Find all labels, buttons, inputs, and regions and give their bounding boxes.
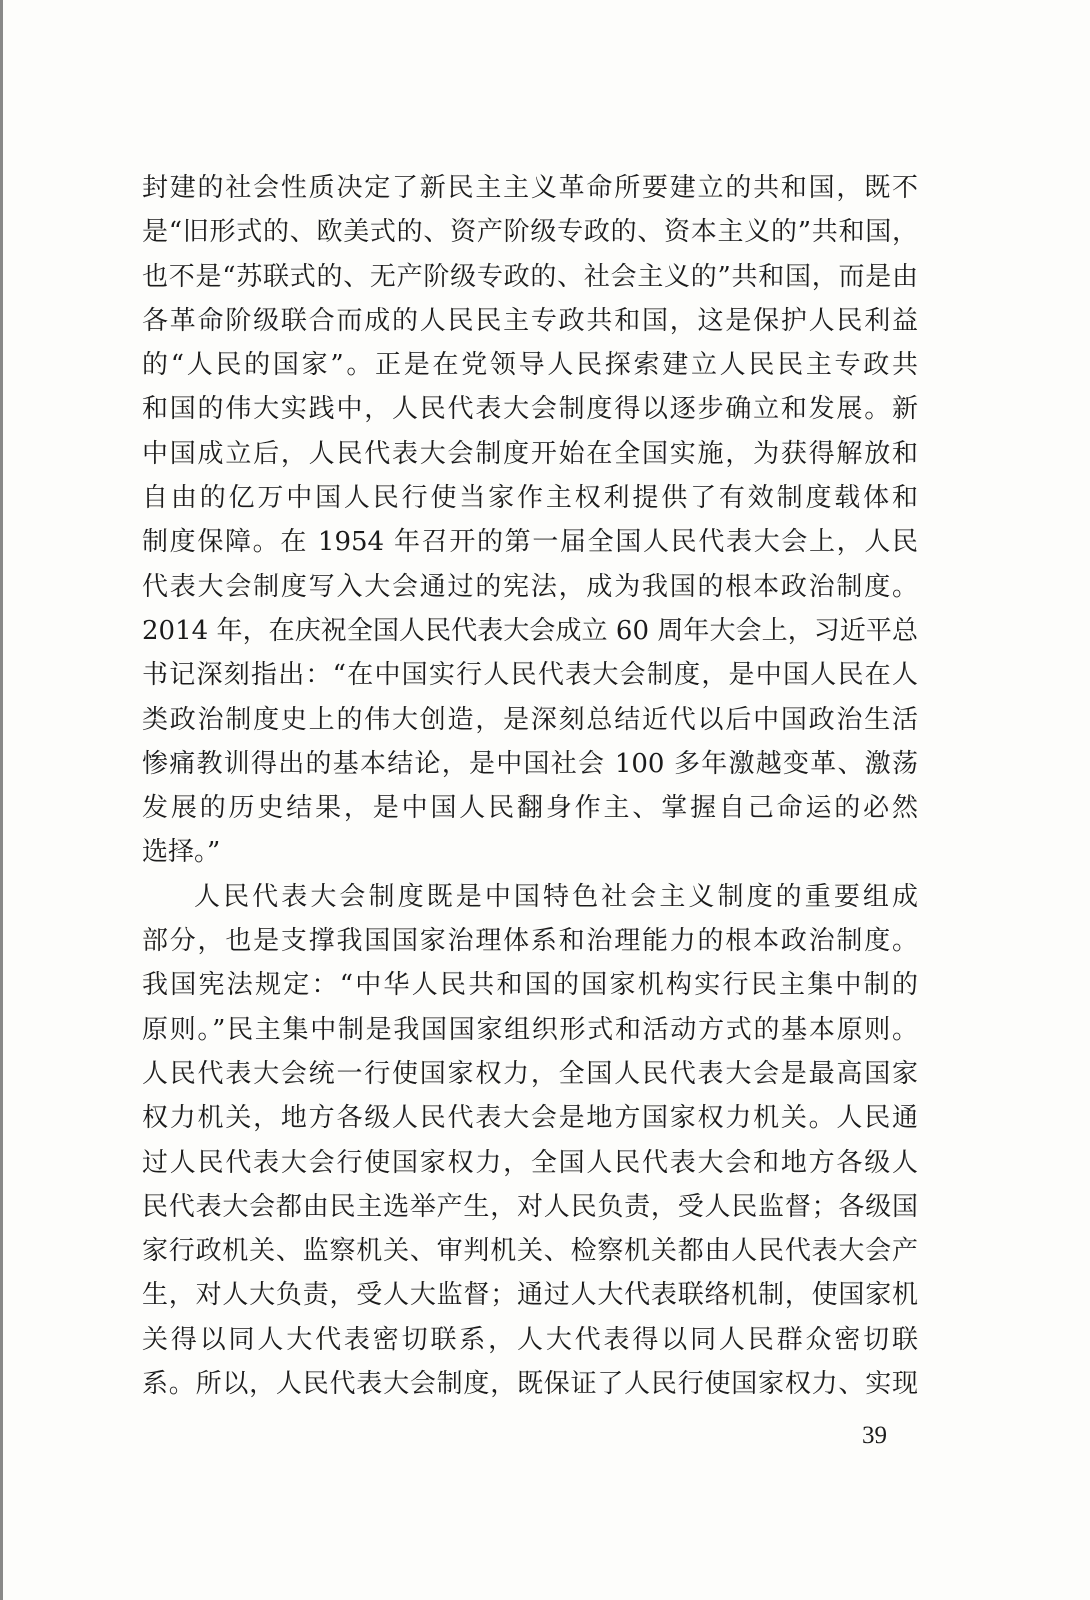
- text-line: 部分，也是支撑我国国家治理体系和治理能力的根本政治制度。: [142, 926, 918, 957]
- text-line: 代表大会制度写入大会通过的宪法，成为我国的根本政治制度。: [142, 571, 918, 602]
- text-line: 我国宪法规定：“中华人民共和国的国家机构实行民主集中制的: [142, 970, 918, 1001]
- text-line: 权力机关，地方各级人民代表大会是地方国家权力机关。人民通: [142, 1103, 918, 1134]
- text-line-first: 人民代表大会制度既是中国特色社会主义制度的重要组成: [194, 881, 918, 912]
- text-line: 类政治制度史上的伟大创造，是深刻总结近代以后中国政治生活: [142, 704, 918, 735]
- text-line: 民代表大会都由民主选举产生，对人民负责，受人民监督；各级国: [142, 1191, 918, 1222]
- text-line: 制度保障。在 1954 年召开的第一届全国人民代表大会上，人民: [142, 527, 918, 558]
- text-line: 也不是“苏联式的、无产阶级专政的、社会主义的”共和国，而是由: [142, 261, 918, 292]
- text-line: 的“人民的国家”。正是在党领导人民探索建立人民民主专政共: [142, 350, 918, 381]
- text-line: 惨痛教训得出的基本结论，是中国社会 100 多年激越变革、激荡: [142, 748, 918, 779]
- body-text: [142, 166, 918, 1406]
- text-line: 系。所以，人民代表大会制度，既保证了人民行使国家权力、实现: [142, 1369, 918, 1400]
- text-line: 家行政机关、监察机关、审判机关、检察机关都由人民代表大会产: [142, 1236, 918, 1267]
- text-line: 过人民代表大会行使国家权力，全国人民代表大会和地方各级人: [142, 1147, 918, 1178]
- text-line: 2014 年，在庆祝全国人民代表大会成立 60 周年大会上，习近平总: [142, 615, 918, 646]
- text-line: 是“旧形式的、欧美式的、资产阶级专政的、资本主义的”共和国，: [142, 217, 918, 248]
- text-line: 中国成立后，人民代表大会制度开始在全国实施，为获得解放和: [142, 438, 918, 469]
- text-line: 人民代表大会统一行使国家权力，全国人民代表大会是最高国家: [142, 1058, 918, 1089]
- text-line: 各革命阶级联合而成的人民民主专政共和国，这是保护人民利益: [142, 305, 918, 336]
- text-line: 原则。”民主集中制是我国国家组织形式和活动方式的基本原则。: [142, 1014, 918, 1045]
- binding-edge: [0, 0, 3, 1600]
- page-number: 39: [862, 1422, 887, 1449]
- text-line: 生，对人大负责，受人大监督；通过人大代表联络机制，使国家机: [142, 1280, 918, 1311]
- text-line: 封建的社会性质决定了新民主主义革命所要建立的共和国，既不: [142, 173, 918, 203]
- text-line: 书记深刻指出：“在中国实行人民代表大会制度，是中国人民在人: [142, 660, 918, 691]
- text-line: 关得以同人大代表密切联系，人大代表得以同人民群众密切联: [142, 1324, 918, 1355]
- text-line: 自由的亿万中国人民行使当家作主权利提供了有效制度载体和: [142, 483, 918, 514]
- text-line: 和国的伟大实践中，人民代表大会制度得以逐步确立和发展。新: [142, 394, 918, 425]
- text-line-last: 选择。”: [142, 837, 221, 868]
- text-line: 发展的历史结果，是中国人民翻身作主、掌握自己命运的必然: [142, 793, 918, 824]
